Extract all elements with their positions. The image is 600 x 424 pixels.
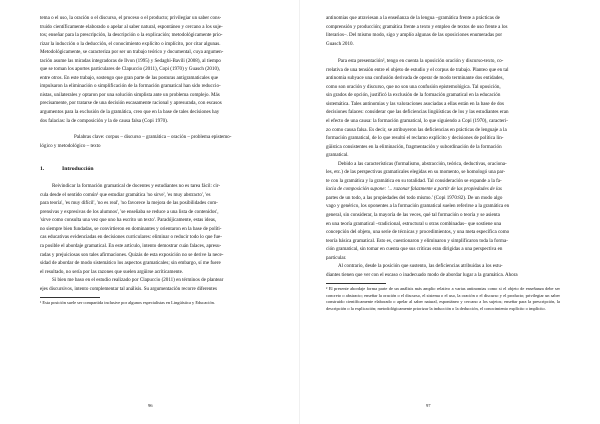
- section-title: Introducción: [62, 166, 94, 173]
- text-line: en una teoría gramatical –tradicional, estructural u otras combinadas– que sostiene una: [326, 220, 502, 227]
- text-line: no siempre bien fundadas, se convirtieron en dominantes y orientaron en la base de políti-: [40, 225, 222, 232]
- text-line: cula desde el sentido común¹ que estudiar gramática 'no sirve', 'es muy abstracto', 'es: [40, 191, 211, 198]
- text-line: formación gramatical, de lo que resultó el reclamo explícito y decisiones de política lin-: [326, 135, 504, 142]
- text-line: gramatical.: [326, 152, 349, 159]
- section-number: 1.: [40, 166, 45, 173]
- text-line: Metodológicamente, se caracteriza por ser un trabajo teórico y documental, cuya argumen-: [40, 49, 224, 56]
- text-line: concepción del objeto, una serie de técnicas y procedimientos, y una meta específica como: [326, 229, 510, 236]
- text-line: teoría básica gramatical. Esto es, cuestionaron y eliminaron y simplificaron toda la forma-: [326, 237, 508, 244]
- paragraph: [326, 262, 560, 279]
- text-line: Guasch 2010.: [326, 40, 354, 47]
- paragraph: [326, 14, 560, 48]
- text-line: Reivindicar la formación gramatical de docentes y estudiantes no es tarea fácil: cir-: [52, 183, 221, 190]
- text-line: les, etc.) de las perspectivas gramaticales elegidas en su momento, se homologó una par-: [326, 169, 506, 176]
- text-line: diantes tienen que ver con el escaso o inadecuado modo de abordar lugar a la gramática. Ahora: [326, 271, 518, 278]
- section-heading: [40, 166, 274, 172]
- text-line: tación asume las miradas integradoras de Ilvon (1995) y Sedaghi-Bavili (2008), al tiempo: [40, 57, 221, 64]
- text-line: prensivas y expresivas de los alumnos', 'se enseñaba se reduce a una lista de contenidos',: [40, 208, 219, 215]
- text-line: Si bien me baso en el estudio realizado por Clapuccio (2011) en términos de plantear: [52, 277, 224, 284]
- text-line: como son oración y discurso, que no son una confusión epistemológica. Tal oposición,: [326, 83, 501, 90]
- text-line: impulsaron la eliminación o simplificación de la formación gramatical han sido reduccio-: [40, 83, 221, 90]
- text-line: sidad de abordar de modo sistemático los aspectos gramaticales; sin embargo, sí me fuere: [40, 260, 221, 267]
- text-line: 'sirve como consulta una vez que uno ha escrito un texto'. Paradójicamente, estas ideas,: [40, 217, 217, 224]
- text-line: que se toman los aportes particulares de Clapuccio (2011), Copi (1970) y Guasch (2010),: [40, 66, 220, 73]
- text-line: sistemática. Tales antinomias y las valoraciones asociadas a ellas están en la base de dos: [326, 100, 504, 107]
- footnote-rule: [326, 283, 386, 284]
- text-line: truido científicamente elaborado o apelar al saber natural, espontáneo y cercano a los suje-: [40, 23, 223, 30]
- text-line: Debido a las características (formalismo, abstracción, teórica, deductivas, oraciona-: [338, 160, 507, 167]
- footnote: ² El presente abordaje forma parte de un análisis más amplio relativo a varias antinomias como si el objeto de enseñanza debe ser concreto o abstracto; enseñar la oración o el discurso, el sistema o el uso, la oración o el discurso y el producto; privilegiar un saber construido científicamente elaborado o apelar al saber natural, espontáneo y cercano a los sujetos; enseñar para la prescripción, la descripción o la explicación; metodológicamente priorizar la inducción o la deducción, el conocimiento explícito o implícito.: [326, 286, 560, 311]
- text-line: rizar la inducción o la deducción, el conocimiento explícito o implícito, por citar algunas.: [40, 40, 221, 47]
- page-number: 96: [148, 403, 153, 408]
- text-line: argumentos para la exclusión de la gramática, creo que en la base de tales decisiones hay: [40, 109, 220, 116]
- paragraph: [326, 57, 560, 160]
- page-number: 97: [426, 403, 431, 408]
- text-line: Para esta presentación², tengo en cuenta la oposición oración y discurso-texto, co-: [338, 58, 504, 65]
- body-paragraph: [40, 182, 274, 293]
- text-line: radas y prejuiciosas son tales afirmaciones. Quizás de esta exposición no se derive la nece-: [40, 251, 224, 258]
- text-line: partes de un todo, a las propiedades del todo mismo.' (Copi 1970:82). De un modo algo: [326, 194, 503, 201]
- text-line: lacia de composición supone: '... razonar falazmente a partir de las propiedades de las: [326, 186, 502, 193]
- text-line: particular.: [326, 254, 347, 261]
- text-line: el resultado, no sería por las razones que suelen argüirse acríticamente.: [40, 268, 184, 275]
- text-line: antinomia subyace una confusión derivada de operar de modo terminante dos entidades,: [326, 75, 504, 82]
- text-line: el efecto de una causa: la formación gramatical, lo que siguiendo a Copi (1970), caracteri-: [326, 118, 508, 125]
- text-line: ra posible el abordaje gramatical. En este artículo, intento demostrar cuán falaces, apresu-: [40, 243, 222, 250]
- text-line: decisiones falaces: considerar que las deficiencias lingüísticas de los y las estudiantes eran: [326, 109, 509, 116]
- text-line: nistas, unilaterales y optaron por una solución simplista ante un problema complejo. Más: [40, 91, 220, 98]
- right-page: [300, 0, 600, 424]
- text-line: comprensión y producción; gramática frente a texto y empleo de textos de uso frente a los: [326, 23, 508, 30]
- footnote: ¹ Esta posición suele ser compartida inclusive por algunos especialistas en Lingüística y Educación.: [40, 300, 215, 306]
- text-line: ción gramatical, sin tomar en cuenta que sus críticas eran dirigidas a una perspectiva en: [326, 246, 503, 253]
- intro-paragraph: [40, 14, 274, 125]
- text-line: entre otros. En este trabajo, sostengo que gran parte de las posturas antigramaticales que: [40, 74, 219, 81]
- text-line: vago y genérico, los oponentes a la formación gramatical suelen referirse a la gramática en: [326, 203, 510, 210]
- text-line: literarios–. Del mismo modo, sigo y amplío algunas de las oposiciones enumeradas por: [326, 32, 503, 39]
- text-line: zo como causa falsa. Es decir, se atribuyeron las deficiencias en prácticas de lenguaje a la: [326, 126, 507, 133]
- text-line: ejes discursivos, intento complementar tal análisis. Su argumentación recorre diferentes: [40, 285, 217, 292]
- text-line: dos falacias: la de composición y la de causa falsa (Copi 1970).: [40, 117, 169, 124]
- text-line: para teoría', 'es muy difícil', 'no es real', 'no favorece la mejora de las posibilidades com-: [40, 200, 218, 207]
- paragraph: [326, 160, 560, 263]
- text-line: precisamente, por tratarse de una decisión escasamente racional y apresurada, con escasos: [40, 100, 222, 107]
- keywords-line: Palabras clave: corpus – discurso – gramática – oración – problema epistemo-: [74, 134, 232, 141]
- text-line: güística consistentes en la eliminación, fragmentación y subordinación de la formación: [326, 143, 502, 150]
- keywords-line: lógico y metodológico – texto: [40, 142, 101, 149]
- text-line: te con la gramática y la gramática en su totalidad. Tal consideración se expande a la fa-: [326, 177, 502, 184]
- text-line: sin grados de opción, justificó la exclusión de la formación gramatical en la educación: [326, 92, 501, 99]
- paragraph-gap: [326, 48, 560, 57]
- text-line: tos; enseñar para la prescripción, la descripción o la explicación; metodológicamente prio-: [40, 32, 223, 39]
- text-line: tema o el uso, la oración o el discurso, el proceso o el producto; privilegiar un saber cons-: [40, 15, 222, 21]
- text-line: antinomias que atraviesan a la enseñanza de la lengua –gramática frente a prácticas de: [326, 15, 500, 21]
- text-line: cas educativas evidenciadas en decisiones curriculares: eliminar o reducir todo lo que fue-: [40, 234, 222, 241]
- text-line: Al contrario, desde la posición que sustento, las deficiencias atribuidas a los estu-: [338, 263, 503, 270]
- text-line: general, sin considerar, la mayoría de las veces, qué tal formación o teoría y se asienta: [326, 212, 500, 219]
- footnote-rule: [40, 297, 100, 298]
- text-line: rrelativa de una tensión entre el objeto de estudio y el corpus de trabajo. Planteo que en tal: [326, 66, 509, 73]
